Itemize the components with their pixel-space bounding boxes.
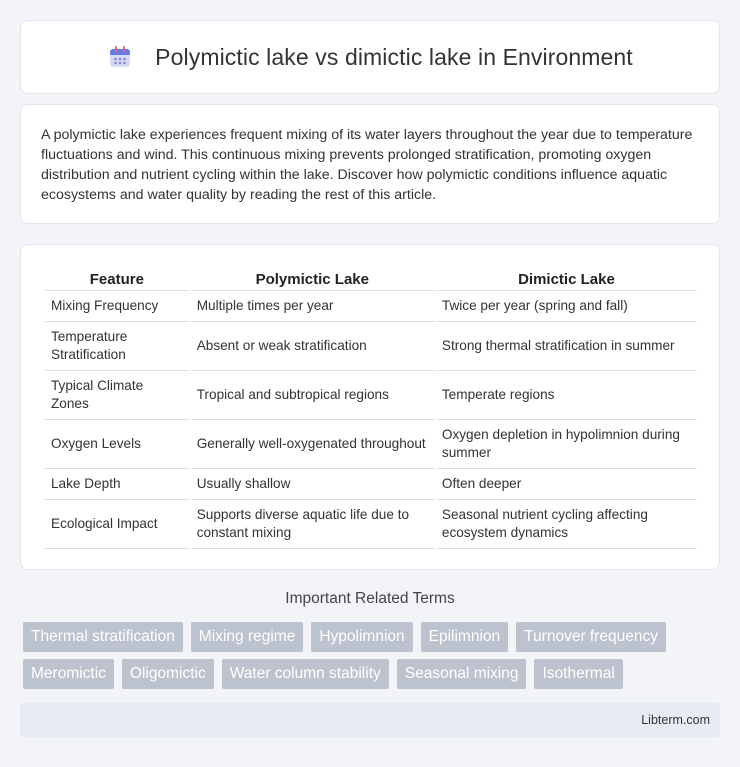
- cell-feature: Typical Climate Zones: [45, 371, 189, 420]
- cell-feature: Oxygen Levels: [45, 420, 189, 469]
- tag-row: [23, 659, 723, 689]
- intro-text: A polymictic lake experiences frequent mixing of its water layers throughout the year due to temperature fluctuations and wind. This continuous mixing prevents prolonged stratification, promoting oxygen distribution and nutrient cycling within the lake. Discover how polymictic conditions influence aquatic ecosystems and water quality by reading the rest of this article.: [41, 127, 693, 203]
- tag-meromictic[interactable]: Meromictic: [23, 659, 114, 689]
- title-card: [20, 20, 720, 94]
- calendar-icon: [107, 44, 133, 70]
- table-row: [45, 469, 697, 500]
- related-terms-tags: [23, 622, 723, 696]
- cell-dimictic: Strong thermal stratification in summer: [436, 322, 697, 371]
- table-row: [45, 291, 697, 322]
- header-feature: Feature: [45, 265, 189, 291]
- tag-row: [23, 622, 723, 652]
- tag-mixing-regime[interactable]: Mixing regime: [191, 622, 303, 652]
- cell-dimictic: Seasonal nutrient cycling affecting ecosystem dynamics: [436, 500, 697, 549]
- comparison-table: [43, 265, 699, 549]
- tag-hypolimnion[interactable]: Hypolimnion: [311, 622, 412, 652]
- cell-polymictic: Absent or weak stratification: [191, 322, 434, 371]
- page-title: Polymictic lake vs dimictic lake in Environment: [155, 43, 633, 70]
- cell-dimictic: Oxygen depletion in hypolimnion during summer: [436, 420, 697, 469]
- table-row: [45, 420, 697, 469]
- tag-seasonal-mixing[interactable]: Seasonal mixing: [397, 659, 527, 689]
- cell-feature: Ecological Impact: [45, 500, 189, 549]
- cell-dimictic: Often deeper: [436, 469, 697, 500]
- tag-thermal-stratification[interactable]: Thermal stratification: [23, 622, 183, 652]
- header-polymictic: Polymictic Lake: [191, 265, 434, 291]
- header-dimictic: Dimictic Lake: [436, 265, 697, 291]
- tag-oligomictic[interactable]: Oligomictic: [122, 659, 214, 689]
- tag-water-column-stability[interactable]: Water column stability: [222, 659, 389, 689]
- table-row: [45, 500, 697, 549]
- comparison-table-card: [20, 244, 720, 570]
- cell-polymictic: Tropical and subtropical regions: [191, 371, 434, 420]
- cell-polymictic: Usually shallow: [191, 469, 434, 500]
- tag-turnover-frequency[interactable]: Turnover frequency: [516, 622, 666, 652]
- cell-dimictic: Temperate regions: [436, 371, 697, 420]
- table-row: [45, 371, 697, 420]
- cell-polymictic: Supports diverse aquatic life due to constant mixing: [191, 500, 434, 549]
- cell-polymictic: Multiple times per year: [191, 291, 434, 322]
- related-terms-title: Important Related Terms: [285, 590, 455, 607]
- footer: [20, 703, 720, 737]
- cell-dimictic: Twice per year (spring and fall): [436, 291, 697, 322]
- table-header-row: [45, 265, 697, 291]
- tag-epilimnion[interactable]: Epilimnion: [421, 622, 509, 652]
- cell-feature: Mixing Frequency: [45, 291, 189, 322]
- intro-card: [20, 104, 720, 224]
- table-row: [45, 322, 697, 371]
- cell-feature: Lake Depth: [45, 469, 189, 500]
- cell-feature: Temperature Stratification: [45, 322, 189, 371]
- footer-link[interactable]: Libterm.com: [641, 713, 710, 727]
- tag-isothermal[interactable]: Isothermal: [534, 659, 622, 689]
- cell-polymictic: Generally well-oxygenated throughout: [191, 420, 434, 469]
